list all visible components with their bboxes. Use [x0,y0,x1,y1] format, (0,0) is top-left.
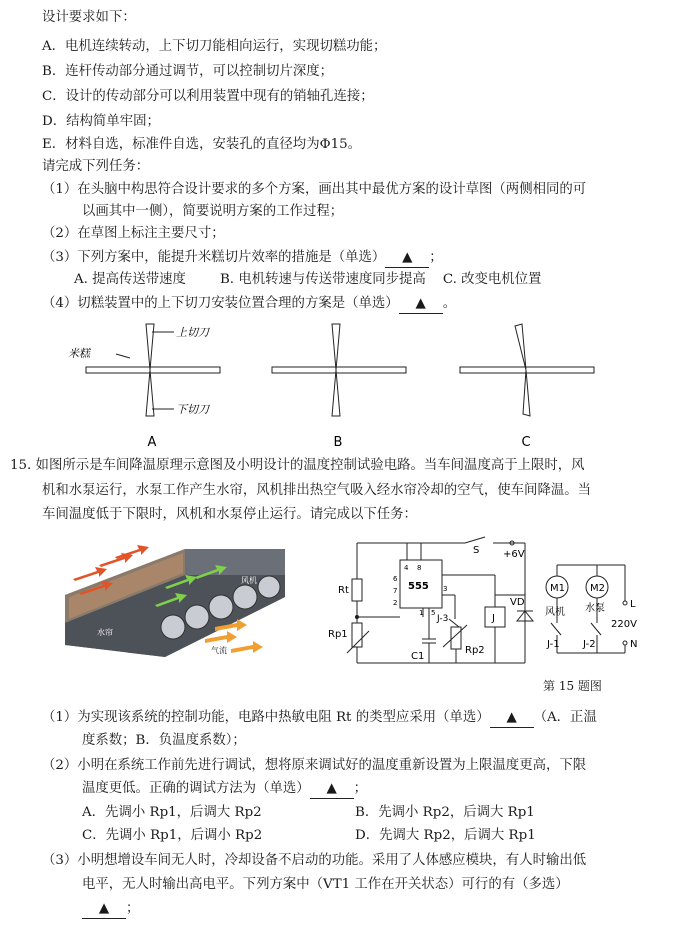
task-4-prefix: （4）切糕装置中的上下切刀安装位置合理的方案是（单选） [42,296,399,311]
req-item-c: C．设计的传动部分可以利用装置中现有的销轴孔连接； [42,89,374,104]
q15-sub3-line2: 电平，无人时输出高电平。下列方案中（VT1 工作在开关状态）可行的有（多选） [82,877,569,892]
knife-option-b [272,324,406,416]
label-upper-knife: 上切刀 [176,326,209,339]
task-3 [42,248,443,268]
pin-6: 6 [393,575,398,583]
label-rp1: Rp1 [328,629,348,640]
q15-opt-c: C．先调小 Rp1，后调小 Rp2 [82,828,263,843]
q15-sub1-suffix: （A．正温 [533,710,597,725]
option-label-a: A [147,435,157,450]
q15-sub2-suffix: ； [353,781,368,796]
q15-sub3-line3 [82,899,139,919]
pin-4: 4 [404,564,409,572]
task-1-line1: （1）在头脑中构思符合设计要求的多个方案，画出其中最优方案的设计草图（两侧相同的可 [42,182,587,197]
option-label-c: C [521,435,531,450]
knife-option-a [68,324,220,416]
q15-line3: 车间温度低于下限时，风机和水泵停止运行。请完成以下任务： [42,507,417,522]
label-j1: J-1 [547,639,560,650]
q15-line2: 机和水泵运行，水泵工作产生水帘，风机排出热空气吸入经水帘冷却的空气，使车间降温。当 [42,483,592,498]
pin-5: 5 [431,609,436,617]
q15-sub1-line1 [42,708,597,728]
task-3-suffix: ； [429,250,443,265]
answer-blank-t4[interactable]: ▲ [399,294,443,314]
label-j2: J-2 [583,639,596,650]
design-req-heading: 设计要求如下： [42,10,136,25]
answer-blank-q15-2[interactable]: ▲ [310,779,354,799]
label-m2: M2 [590,583,605,594]
q15-opt-b: B．先调小 Rp2，后调大 Rp1 [355,805,535,820]
label-6v: +6V [503,549,525,560]
q15-line1: 15. 如图所示是车间降温原理示意图及小明设计的温度控制试验电路。当车间温度高于上限时，风 [10,458,585,473]
q15-sub3-line1: （3）小明想增设车间无人时，冷却设备不启动的功能。采用了人体感应模块，有人时输出低 [42,853,587,868]
tasks-heading: 请完成下列任务： [42,159,150,174]
label-curtain: 水帘 [97,628,113,637]
label-rp2: Rp2 [465,645,485,656]
label-l: L [630,599,636,610]
req-item-d: D．结构简单牢固； [42,114,160,129]
label-j: J [492,613,495,624]
pin-1: 1 [419,609,424,617]
task-1-line2: 以画其中一侧），简要说明方案的工作过程； [82,204,344,219]
label-220v: 220V [611,619,637,630]
label-airflow: 气流 [211,646,227,655]
figure-caption: 第 15 题图 [543,679,602,693]
option-label-b: B [333,435,343,450]
task-3-prefix: （3）下列方案中，能提升米糕切片效率的措施是（单选） [42,250,386,265]
knife-option-c [460,324,594,416]
q15-sub2-prefix: 温度更低。正确的调试方法为（单选） [82,781,310,796]
cooling-illustration [55,535,295,675]
label-rt: Rt [338,585,349,596]
label-fan: 风机 [241,576,257,585]
label-fan-motor: 风机 [545,607,565,618]
label-s: S [473,545,480,556]
label-c1: C1 [411,651,425,662]
circuit-diagram [325,535,655,675]
label-pump-motor: 水泵 [585,603,605,614]
label-vd: VD [510,597,525,608]
pin-8: 8 [417,564,422,572]
q15-sub2-line1: （2）小明在系统工作前先进行调试，想将原来调试好的温度重新设置为上限温度更高，下限 [42,758,587,773]
knife-position-figure [60,318,660,453]
answer-blank-q15-1[interactable]: ▲ [490,708,534,728]
q15-sub1-prefix: （1）为实现该系统的控制功能，电路中热敏电阻 Rt 的类型应采用（单选） [42,710,490,725]
task-3-options: A. 提高传送带速度 B. 电机转速与传送带速度同步提高 C. 改变电机位置 [74,272,542,287]
label-m1: M1 [550,583,565,594]
label-lower-knife: 下切刀 [176,403,209,416]
q15-sub3-suffix: ； [126,901,140,916]
label-j3: J-3 [437,614,449,624]
label-rice-cake: 米糕 [68,347,90,360]
answer-blank-t3[interactable]: ▲ [385,248,429,268]
q15-opt-a: A．先调小 Rp1，后调大 Rp2 [82,805,262,820]
task-2: （2）在草图上标注主要尺寸； [42,226,225,241]
q15-sub1-line2: 度系数；B．负温度系数）； [82,733,246,748]
req-item-e: E．材料自选，标准件自选，安装孔的直径均为Φ15。 [42,137,361,152]
pin-7: 7 [393,587,398,595]
answer-blank-q15-3[interactable]: ▲ [82,899,126,919]
pin-3: 3 [443,585,448,593]
label-555: 555 [408,581,429,592]
pin-2: 2 [393,599,398,607]
label-n: N [630,639,638,650]
task-4-suffix: 。 [442,296,457,311]
req-item-b: B．连杆传动部分通过调节，可以控制切片深度； [42,64,334,79]
task-4 [42,294,456,314]
q15-opt-d: D．先调大 Rp2，后调大 Rp1 [355,828,536,843]
q15-sub2-line2 [82,779,367,799]
req-item-a: A．电机连续转动，上下切刀能相向运行，实现切糕功能； [42,39,387,54]
